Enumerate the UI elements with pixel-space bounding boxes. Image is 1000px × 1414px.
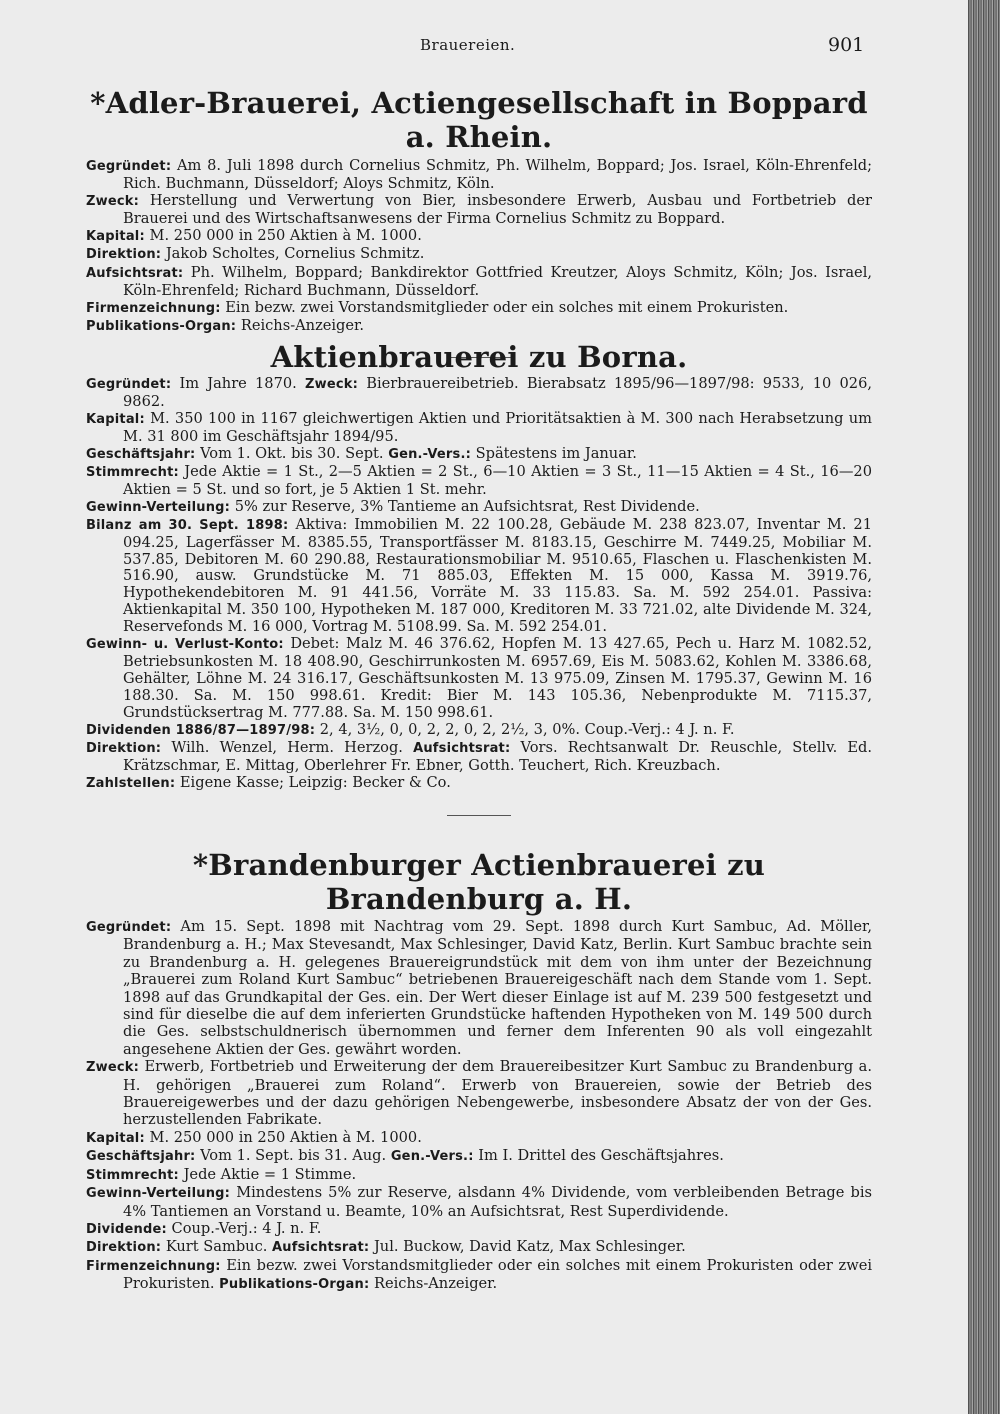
section-divider — [447, 815, 511, 816]
field-label: Gegründet: — [86, 377, 172, 392]
field-text: Kurt Sambuc. — [165, 1238, 268, 1256]
field-direktion — [86, 740, 872, 775]
field-label: Firmenzeichnung: — [86, 300, 221, 316]
field-label: Dividenden 1886/87—1897/98: — [86, 723, 316, 739]
field-label: Direktion: — [86, 1240, 162, 1256]
field-geschaeftsjahr — [86, 446, 872, 464]
field-text: Vors. Rechtsanwalt Dr. Reuschle, Stellv. Ed. Krätzschmar, E. Mittag, Oberlehrer Fr. Ebner, Gotth. Teuchert, Rich. Kreuzbach. — [123, 739, 872, 774]
field-text: Erwerb, Fortbetrieb und Erweiterung der dem Brauereibesitzer Kurt Sambuc zu Brandenburg a. H. gehörigen „Brauerei zum Roland“. Erwerb von Brauereien, sowie der Betrieb des Brauereigewerbes und der dazu gehörigen Nebengewerbe, insbesondere Absatz der von der Ges. herzustellenden Fabrikate. — [123, 1058, 872, 1129]
field-label: Direktion: — [86, 247, 162, 263]
field-text: 2, 4, 3½, 0, 0, 2, 2, 0, 2, 2½, 3, 0%. Coup.-Verj.: 4 J. n. F. — [319, 721, 735, 739]
company-entry-aktienbrauerei-borna — [86, 340, 872, 816]
field-text: Reichs-Anzeiger. — [373, 1275, 498, 1293]
field-firmenzeichnung — [86, 299, 872, 317]
field-gegruendet — [86, 918, 872, 1058]
field-zweck — [86, 1058, 872, 1129]
field-gegruendet — [86, 157, 872, 192]
field-text: Reichs-Anzeiger. — [240, 316, 365, 334]
field-text: 5% zur Reserve, 3% Tantieme an Aufsichtsrat, Rest Dividende. — [234, 497, 700, 515]
field-label: Zweck: — [86, 194, 140, 210]
field-firmenzeichnung — [86, 1257, 872, 1294]
company-entry-adler-brauerei — [86, 86, 872, 358]
field-label: Gen.-Vers.: — [388, 446, 471, 462]
field-zahlstellen — [86, 775, 872, 793]
field-label: Kapital: — [86, 411, 145, 427]
field-text: M. 250 000 in 250 Aktien à M. 1000. — [149, 227, 422, 245]
field-bilanz — [86, 517, 872, 637]
field-label: Gewinn-Verteilung: — [86, 1186, 231, 1202]
entry-title: Aktienbrauerei zu Borna. — [270, 340, 688, 374]
field-text: Ein bezw. zwei Vorstandsmitglieder oder ein solches mit einem Prokuristen oder zwei Prokuristen. — [123, 1256, 872, 1293]
field-text: Jakob Scholtes, Cornelius Schmitz. — [165, 245, 425, 263]
field-publikations-organ — [86, 317, 872, 335]
field-label: Kapital: — [86, 1130, 145, 1146]
field-label: Bilanz am 30. Sept. 1898: — [86, 517, 289, 533]
book-page-edge — [968, 0, 1000, 1414]
field-geschaeftsjahr — [86, 1147, 872, 1165]
field-text: Herstellung und Verwertung von Bier, insbesondere Erwerb, Ausbau und Fortbetrieb der Brauerei und des Wirtschaftsanwesens der Firma Cornelius Schmitz zu Boppard. — [123, 192, 872, 228]
field-text: Vom 1. Sept. bis 31. Aug. — [200, 1147, 387, 1165]
field-text: Aktiva: Immobilien M. 22 100.28, Gebäude M. 238 823.07, Inventar M. 21 094.25, Lagerfässer M. 8385.55, Transportfässer M. 8183.15, Geschirre M. 7449.25, Mobiliar M. 537.85, Debitoren M. 60 290.88, Restaurationsmobiliar M. 9510.65, Flaschen u. Flaschenkisten M. 516.90, ausw. Grundstücke M. 71 885.03, Effekten M. 15 000, Kassa M. 3919.76, Hypothekendebitoren M. 91 441.56, Vorräte M. 33 115.83. Sa. M. 592 254.01. Passiva: Aktienkapital M. 350 100, Hypotheken M. 187 000, Kreditoren M. 33 721.02, alte Dividende M. 324, Reservefonds M. 16 000, Vortrag M. 5108.99. Sa. M. 592 254.01. — [123, 515, 872, 636]
field-label: Zweck: — [86, 1060, 140, 1076]
field-direktion — [86, 245, 872, 263]
field-text: Am 15. Sept. 1898 mit Nachtrag vom 29. Sept. 1898 durch Kurt Sambuc, Ad. Möller, Brandenburg a. H.; Max Stevesandt, Max Schlesinger, David Katz, Berlin. Kurt Sambuc brachte sein zu Brandenburg a. H. gelegenes Brauereigrundstück mit dem von ihm unter der Bezeichnung „Brauerei zum Roland Kurt Sambuc“ betriebenen Brauereigeschäft nach dem Stande vom 1. Sept. 1898 auf das Grundkapital der Ges. ein. Der Wert dieser Einlage ist auf M. 239 500 festgesetzt und sind für dieselbe die auf dem inferierten Grundstücke haftenden Hypotheken von M. 149 500 durch die Ges. selbstschuldnerisch übernommen und ferner dem Inferenten 90 als voll eingezahlt angesehene Aktien der Ges. gewährt worden. — [123, 918, 873, 1058]
field-label: Publikations-Organ: — [219, 1277, 370, 1293]
company-entry-brandenburger-actienbrauerei — [86, 848, 872, 1294]
field-text: M. 250 000 in 250 Aktien à M. 1000. — [149, 1128, 422, 1146]
page-number: 901 — [828, 34, 865, 56]
field-label: Gen.-Vers.: — [390, 1149, 474, 1165]
field-label: Gegründet: — [86, 159, 172, 174]
field-text: Im I. Drittel des Geschäftsjahres. — [478, 1147, 724, 1165]
field-gewinn-verteilung — [86, 1184, 872, 1220]
field-aufsichtsrat — [86, 264, 872, 299]
field-text: Vom 1. Okt. bis 30. Sept. — [200, 444, 384, 462]
field-text: Ein bezw. zwei Vorstandsmitglieder oder ein solches mit einem Prokuristen. — [225, 298, 789, 316]
field-text: Coup.-Verj.: 4 J. n. F. — [171, 1219, 322, 1237]
field-text: Mindestens 5% zur Reserve, alsdann 4% Dividende, vom verbleibenden Betrage bis 4% Tantiemen an Vorstand u. Beamte, 10% an Aufsichtsrat, Rest Superdividende. — [123, 1184, 872, 1220]
field-label: Dividende: — [86, 1221, 167, 1237]
field-label: Geschäftsjahr: — [86, 446, 196, 462]
field-text: Jede Aktie = 1 Stimme. — [183, 1165, 357, 1183]
field-dividende — [86, 1220, 872, 1238]
field-label: Aufsichtsrat: — [86, 265, 184, 281]
field-label: Aufsichtsrat: — [272, 1240, 370, 1256]
entry-title: *Brandenburger Actienbrauerei zu Brandenburg a. H. — [192, 848, 766, 916]
field-label: Gewinn- u. Verlust-Konto: — [86, 637, 284, 653]
field-label: Geschäftsjahr: — [86, 1149, 196, 1165]
running-head: Brauereien. — [420, 36, 516, 54]
field-label: Firmenzeichnung: — [86, 1258, 221, 1274]
field-label: Zweck: — [305, 377, 359, 392]
field-text: Ph. Wilhelm, Boppard; Bankdirektor Gottfried Kreutzer, Aloys Schmitz, Köln; Jos. Israel, Köln-Ehrenfeld; Richard Buchmann, Düsseldorf. — [123, 263, 872, 299]
field-text: Wilh. Wenzel, Herm. Herzog. — [171, 739, 403, 757]
field-dividenden — [86, 722, 872, 740]
field-zweck — [86, 192, 872, 227]
field-text: Spätestens im Januar. — [475, 444, 637, 462]
entry-title: *Adler-Brauerei, Actiengesellschaft in Boppard a. Rhein. — [90, 86, 868, 154]
field-direktion — [86, 1238, 872, 1256]
field-label: Aufsichtsrat: — [413, 741, 511, 757]
field-text: Jul. Buckow, David Katz, Max Schlesinger. — [373, 1238, 686, 1256]
field-text: Jede Aktie = 1 St., 2—5 Aktien = 2 St., 6—10 Aktien = 3 St., 11—15 Aktien = 4 St., 16—20 Aktien = 5 St. und so fort, je 5 Aktien 1 St. mehr. — [123, 462, 872, 498]
field-kapital — [86, 227, 872, 245]
field-label: Gegründet: — [86, 920, 172, 935]
field-kapital — [86, 411, 872, 446]
field-text: Am 8. Juli 1898 durch Cornelius Schmitz, Ph. Wilhelm, Boppard; Jos. Israel, Köln-Ehrenfeld; Rich. Buchmann, Düsseldorf; Aloys Schmitz, Köln. — [123, 157, 873, 193]
field-label: Kapital: — [86, 229, 145, 245]
field-text: Im Jahre 1870. — [179, 375, 297, 392]
field-gewinn-verteilung — [86, 499, 872, 517]
field-gewinn-verlust-konto — [86, 636, 872, 722]
field-kapital — [86, 1129, 872, 1147]
field-text: Debet: Malz M. 46 376.62, Hopfen M. 13 427.65, Pech u. Harz M. 1082.52, Betriebsunkosten M. 18 408.90, Geschirrunkosten M. 6957.69, Eis M. 5083.62, Kohlen M. 3386.68, Gehälter, Löhne M. 24 316.17, Geschäftsunkosten M. 13 975.09, Zinsen M. 1795.37, Gewinn M. 16 188.30. Sa. M. 150 998.61. Kredit: Bier M. 143 105.36, Nebenprodukte M. 7115.37, Grundstücksertrag M. 777.88. Sa. M. 150 998.61. — [123, 635, 872, 722]
field-label: Gewinn-Verteilung: — [86, 499, 231, 515]
field-text: Eigene Kasse; Leipzig: Becker & Co. — [179, 773, 451, 791]
field-label: Stimmrecht: — [86, 1167, 179, 1183]
field-stimmrecht — [86, 1166, 872, 1184]
field-gegruendet — [86, 376, 872, 411]
field-label: Stimmrecht: — [86, 464, 179, 480]
field-text: M. 350 100 in 1167 gleichwertigen Aktien und Prioritätsaktien à M. 300 nach Herabsetzung um M. 31 800 im Geschäftsjahr 1894/95. — [123, 409, 872, 445]
field-label: Direktion: — [86, 741, 162, 757]
field-label: Publikations-Organ: — [86, 318, 237, 334]
field-label: Zahlstellen: — [86, 775, 176, 791]
field-stimmrecht — [86, 464, 872, 499]
field-text: Bierbrauereibetrieb. Bierabsatz 1895/96—1897/98: 9533, 10 026, 9862. — [123, 375, 873, 410]
